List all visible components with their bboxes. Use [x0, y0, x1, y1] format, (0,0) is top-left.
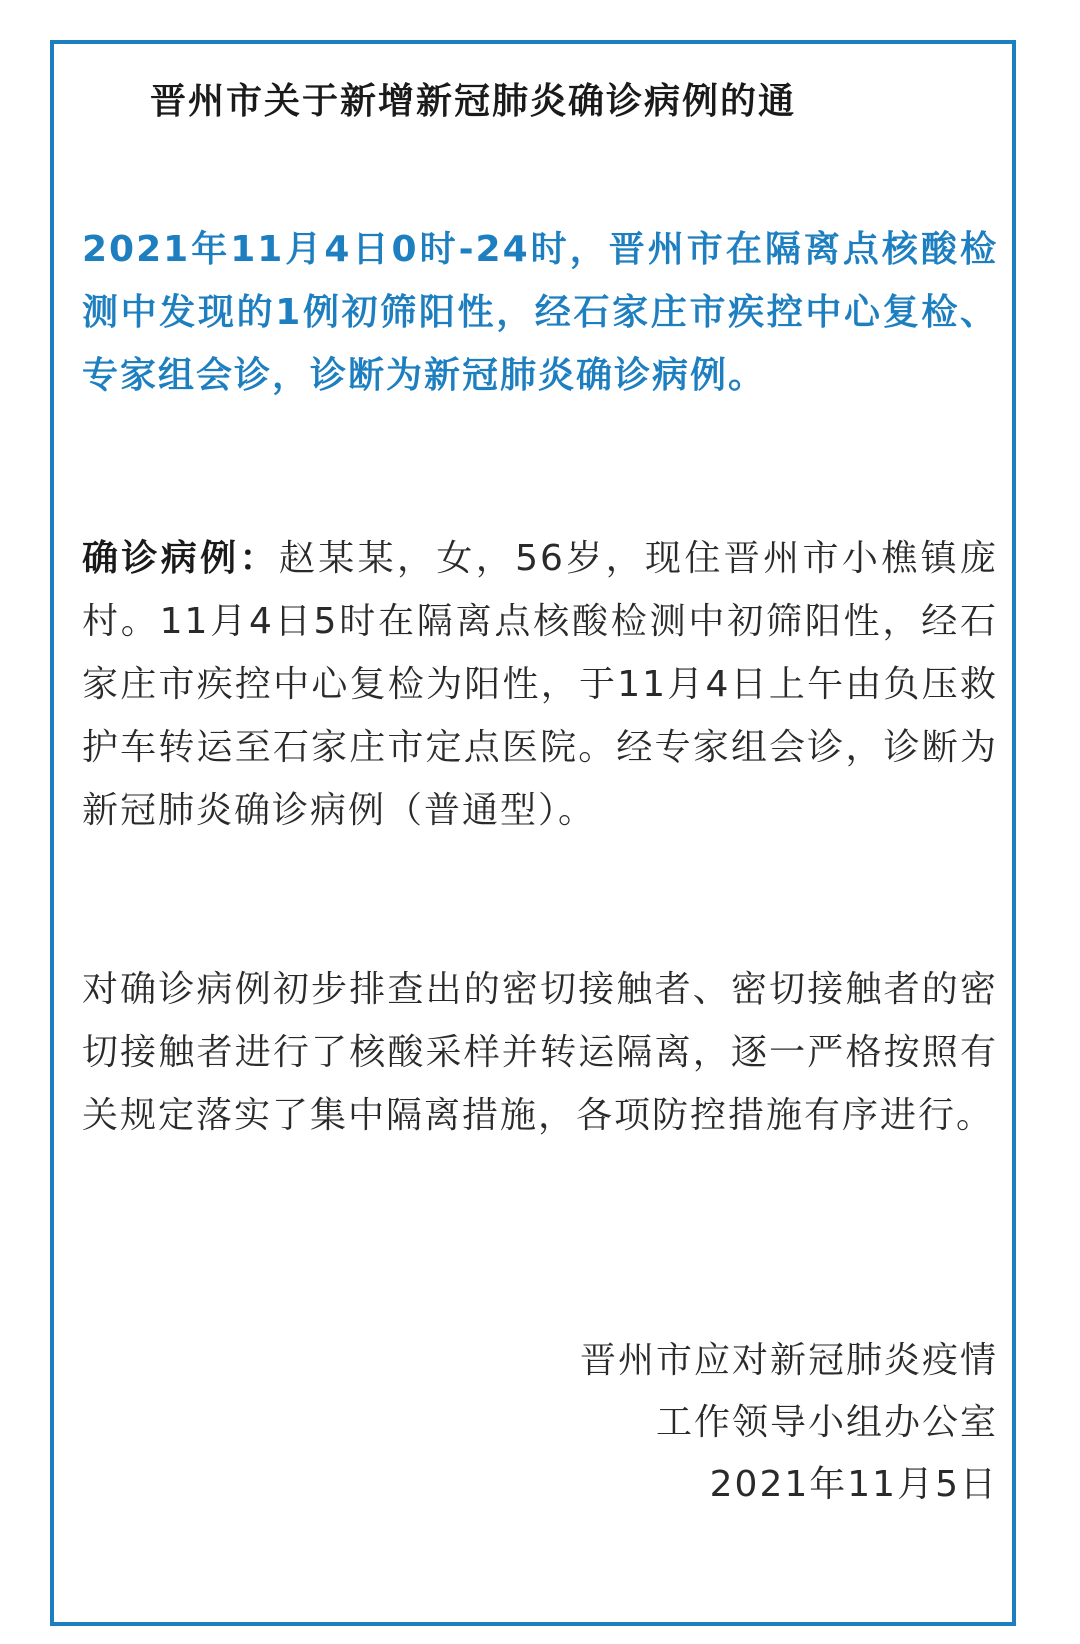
- signature-date: 2021年11月5日: [709, 1464, 998, 1505]
- case-label: 确诊病例：: [82, 538, 279, 579]
- signature-block: [580, 1330, 998, 1516]
- signature-org-line2: 工作领导小组办公室: [655, 1402, 998, 1443]
- signature-org-line1: 晋州市应对新冠肺炎疫情: [579, 1340, 998, 1381]
- case-paragraph: [82, 527, 998, 842]
- lead-paragraph: 2021年11月4日0时-24时，晋州市在隔离点核酸检测中发现的1例初筛阳性，经石家庄市疾控中心复检、专家组会诊，诊断为新冠肺炎确诊病例。: [82, 229, 998, 396]
- notice-title: 晋州市关于新增新冠肺炎确诊病例的通: [150, 81, 797, 122]
- case-text: 赵某某，女，56岁，现住晋州市小樵镇庞村。11月4日5时在隔离点核酸检测中初筛阳性，经石家庄市疾控中心复检为阳性，于11月4日上午由负压救护车转运至石家庄市定点医院。经专家组会诊，诊断为新冠肺炎确诊病例（普通型）。: [82, 538, 998, 831]
- contacts-paragraph: 对确诊病例初步排查出的密切接触者、密切接触者的密切接触者进行了核酸采样并转运隔离，逐一严格按照有关规定落实了集中隔离措施，各项防控措施有序进行。: [82, 969, 998, 1136]
